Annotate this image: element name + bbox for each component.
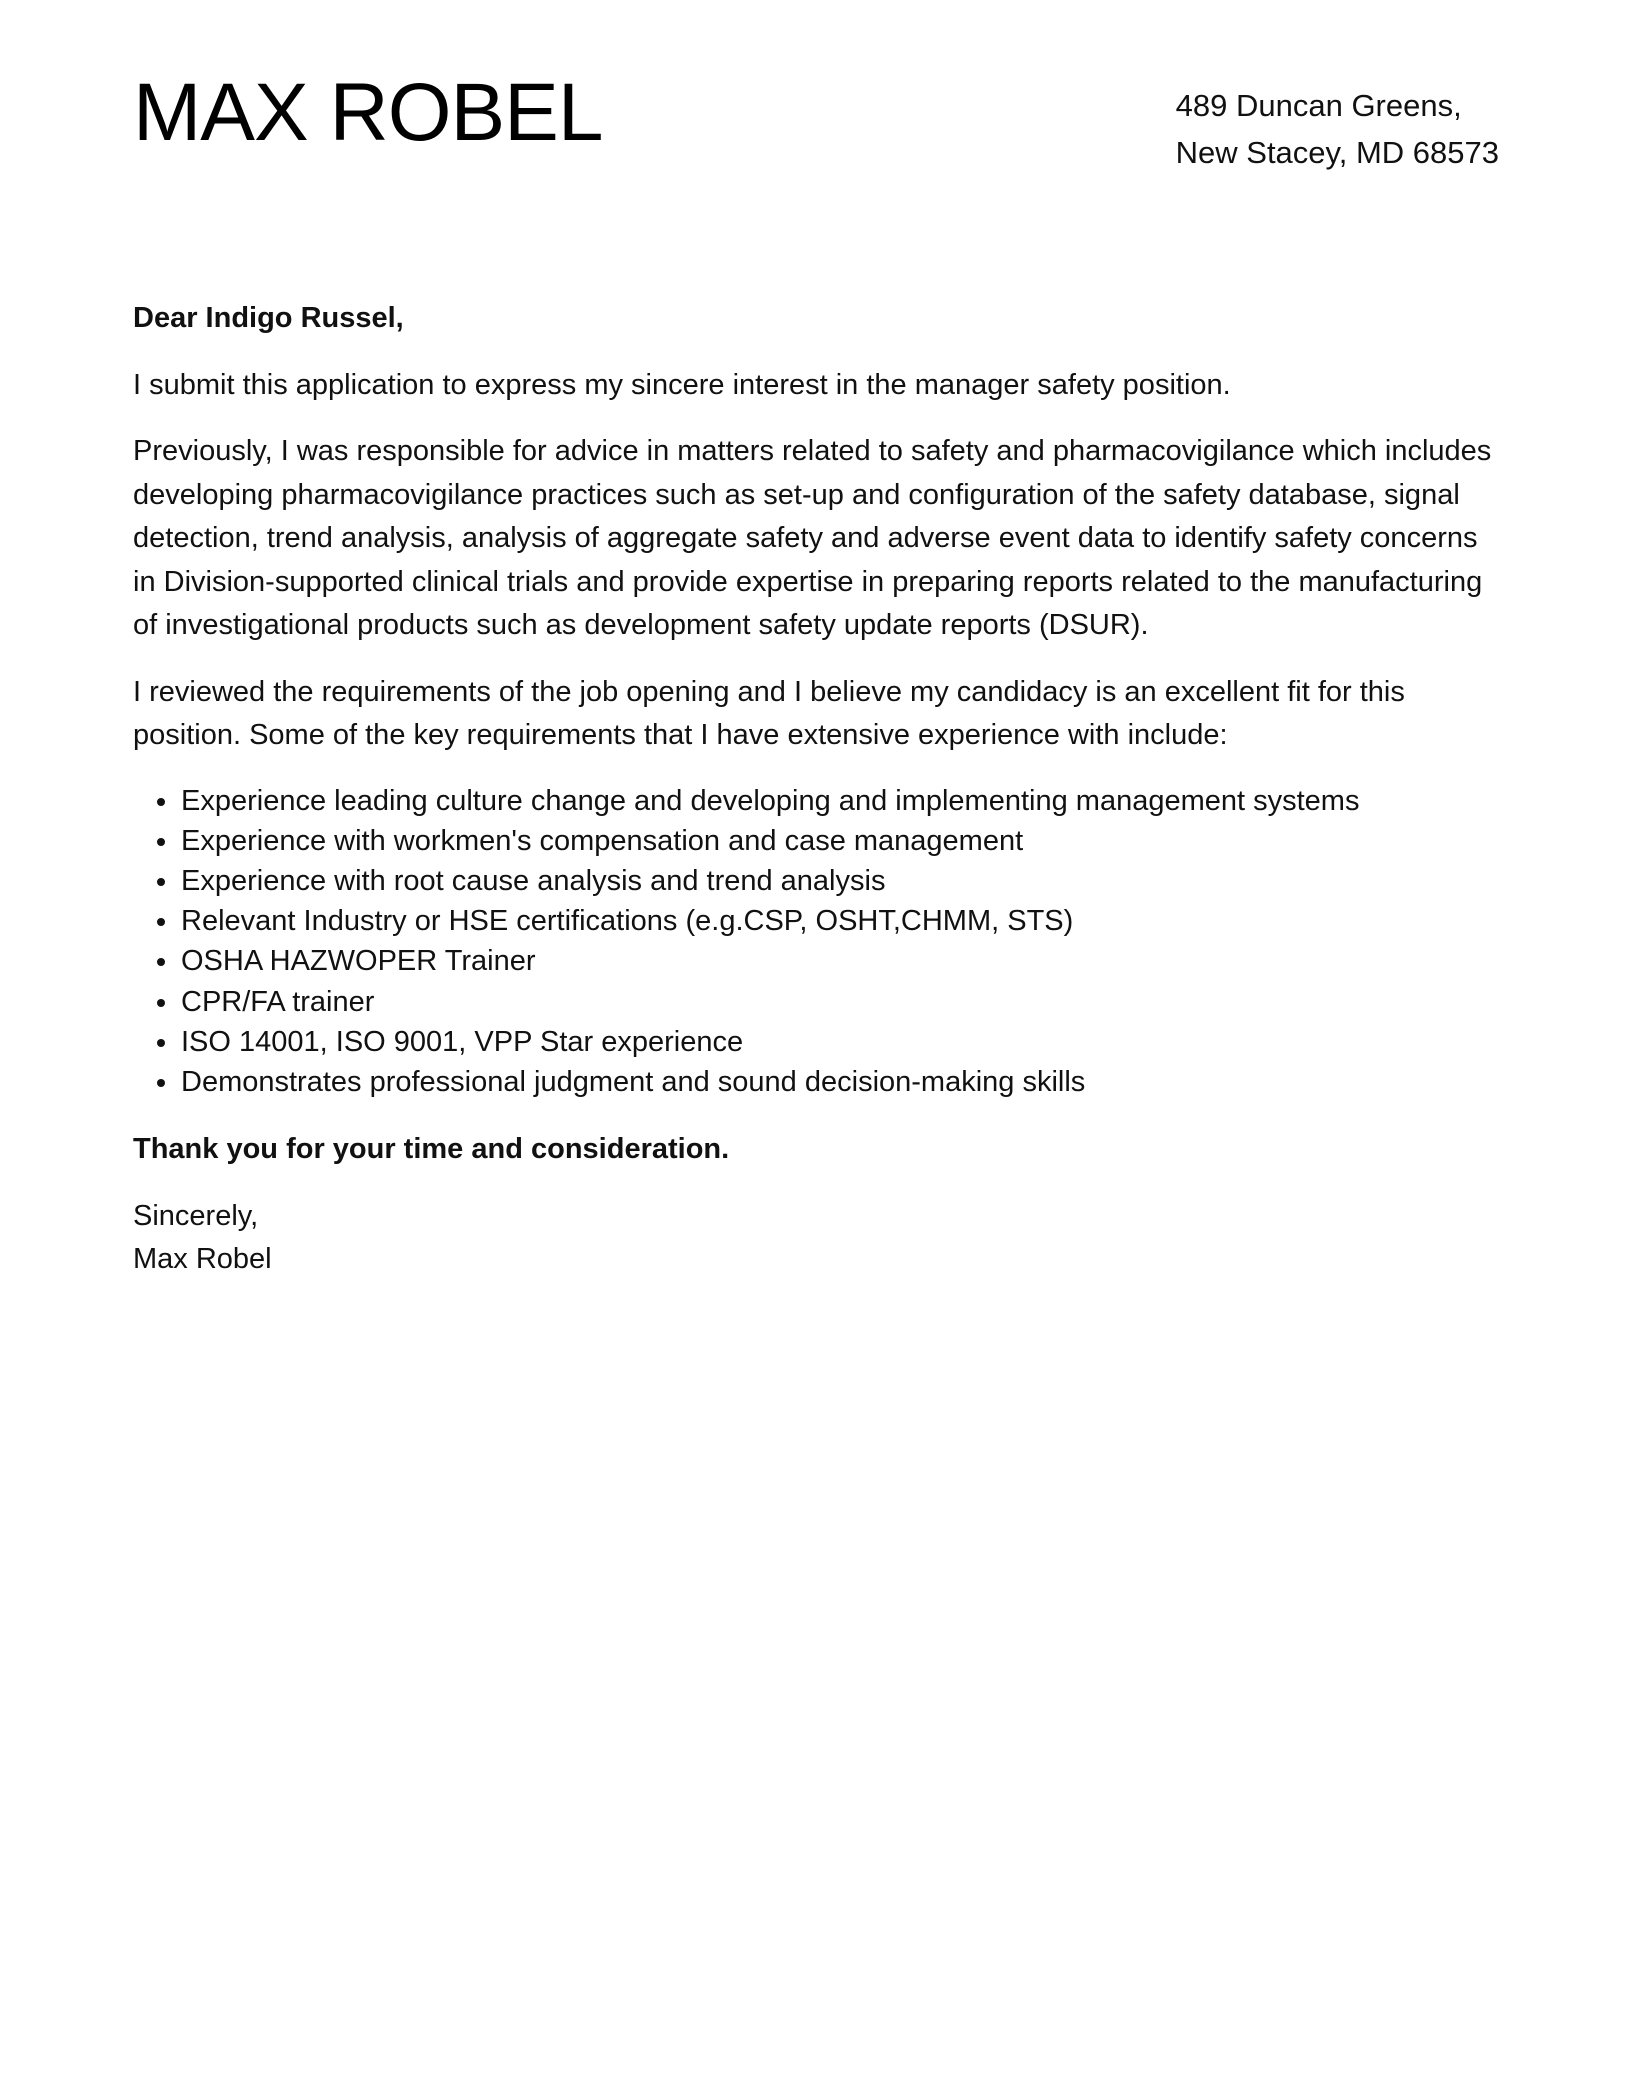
list-item: Demonstrates professional judgment and sound decision-making skills — [181, 1062, 1499, 1102]
list-item: Experience leading culture change and developing and implementing management systems — [181, 781, 1499, 821]
address-line-2: New Stacey, MD 68573 — [1175, 135, 1499, 170]
applicant-address — [1176, 82, 1499, 176]
experience-paragraph: Previously, I was responsible for advice in matters related to safety and pharmacovigilance which includes developing pharmacovigilance practices such as set-up and configuration of the safety database, signal detection, trend analysis, analysis of aggregate safety and adverse event data to identify safety concerns in Division-supported clinical trials and provide expertise in preparing reports related to the manufacturing of investigational products such as development safety update reports (DSUR). — [133, 435, 1492, 641]
list-item: Experience with root cause analysis and trend analysis — [181, 861, 1499, 901]
intro-paragraph: I submit this application to express my sincere interest in the manager safety position. — [133, 368, 1231, 401]
greeting: Dear Indigo Russel, — [133, 302, 404, 334]
requirements-intro-paragraph: I reviewed the requirements of the job opening and I believe my candidacy is an excellent fit for this position. Some of the key requirements that I have extensive experience with include: — [133, 675, 1405, 751]
letter-body — [133, 297, 1499, 1305]
signature-name: Max Robel — [133, 1243, 272, 1276]
signoff-block — [133, 1195, 1499, 1282]
requirements-list — [133, 781, 1499, 1103]
address-line-1: 489 Duncan Greens, — [1175, 88, 1462, 123]
applicant-name: MAX ROBEL — [133, 67, 603, 158]
list-item: Experience with workmen's compensation and case management — [181, 821, 1499, 861]
list-item: Relevant Industry or HSE certifications (e.g.CSP, OSHT,CHMM, STS) — [181, 901, 1499, 941]
list-item: ISO 14001, ISO 9001, VPP Star experience — [181, 1022, 1499, 1062]
list-item: CPR/FA trainer — [181, 982, 1499, 1022]
list-item: OSHA HAZWOPER Trainer — [181, 941, 1499, 981]
signoff: Sincerely, — [133, 1199, 259, 1232]
thanks-line: Thank you for your time and consideration. — [133, 1133, 730, 1166]
